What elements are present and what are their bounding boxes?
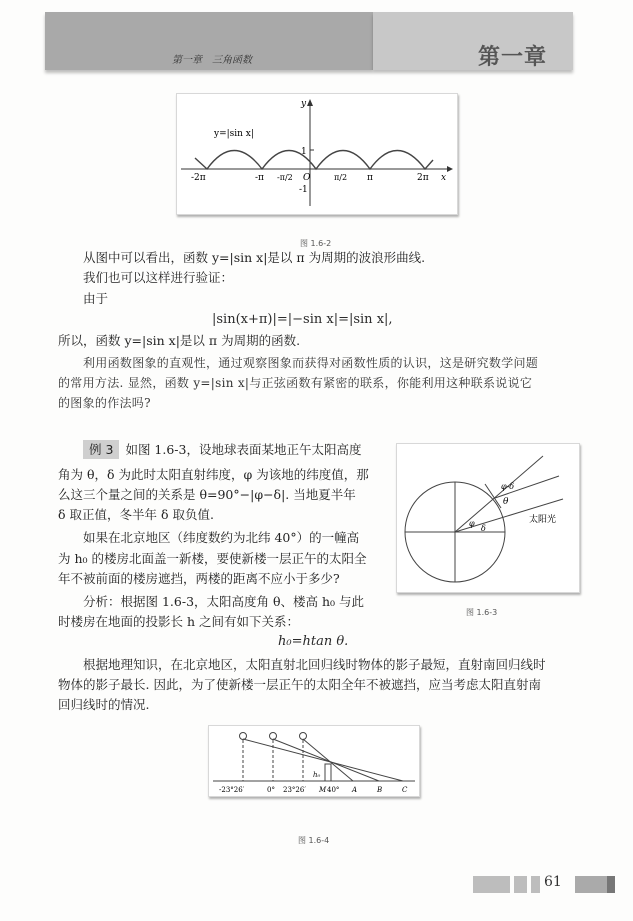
footer-block-2 <box>514 876 527 893</box>
x-tick-pi: π <box>367 173 373 183</box>
label-theta: θ <box>503 497 509 507</box>
label-m: M <box>319 786 327 794</box>
footer-block-1 <box>473 876 510 893</box>
sin-abs-graph <box>177 94 457 214</box>
paragraph-2: 我们也可以这样进行验证： <box>83 270 234 285</box>
x-axis-label: x <box>441 173 447 183</box>
figure-caption-1-6-4: 图 1.6-4 <box>298 836 330 845</box>
paragraph-1: 从图中可以看出，函数 y=|sin x|是以 π 为周期的波浪形曲线. <box>83 250 426 265</box>
paragraph-5-line-1: 利用函数图象的直观性，通过观察图象而获得对函数性质的认识，这是研究数学问题 <box>83 356 539 370</box>
label-0deg: 0° <box>267 786 275 794</box>
label-phi-minus-delta: φ-δ <box>501 482 515 491</box>
x-tick-negpi2: -π/2 <box>277 173 293 182</box>
shadow-diagram <box>209 726 419 796</box>
chapter-mark-text: 第一章 <box>478 45 548 70</box>
analysis-line-2: 时楼房在地面的投影长 h 之间有如下关系： <box>58 614 299 629</box>
paragraph-4: 所以，函数 y=|sin x|是以 π 为周期的函数. <box>58 333 301 348</box>
example-line-1 <box>83 440 361 459</box>
label-delta: δ <box>481 524 486 533</box>
example-line-7: 年不被前面的楼房遮挡，两楼的距离不应小于多少? <box>58 571 340 586</box>
chapter-mark <box>478 40 547 71</box>
label-c: C <box>402 786 408 794</box>
figure-sin-abs <box>176 93 458 215</box>
paragraph-3: 由于 <box>83 291 109 306</box>
equation-1: |sin(x+π)|=|−sin x|=|sin x|, <box>212 312 393 327</box>
example-line-6: 为 h₀ 的楼房北面盖一新楼，要使新楼一层正午的太阳全 <box>58 551 367 566</box>
footer-block-5 <box>607 876 615 893</box>
footer-block-3 <box>531 876 540 893</box>
paragraph-6-line-1: 根据地理知识，在北京地区，太阳直射北回归线时物体的影子最短，直射南回归线时 <box>83 657 546 672</box>
label-phi: φ <box>469 519 475 528</box>
function-label: y=|sin x| <box>214 129 254 139</box>
paragraph-5-line-2: 的常用方法. 显然，函数 y=|sin x|与正弦函数有紧密的联系，你能利用这种联系说说它 <box>58 376 533 390</box>
example-line-1-text: 如图 1.6-3，设地球表面某地正午太阳高度 <box>125 442 362 457</box>
footer-block-4 <box>575 876 607 893</box>
x-tick-2pi: 2π <box>417 173 429 183</box>
label-23-26: 23°26′ <box>283 786 306 794</box>
analysis-line-1: 分析：根据图 1.6-3，太阳高度角 θ、楼高 h₀ 与此 <box>83 594 365 609</box>
paragraph-6-line-3: 回归线时的情况. <box>58 697 150 712</box>
x-tick-pi2: π/2 <box>334 173 348 182</box>
label-40deg: 40° <box>327 786 340 794</box>
earth-diagram <box>397 444 579 592</box>
figure-caption-1-6-2: 图 1.6-2 <box>300 239 332 248</box>
y-axis-label: y <box>301 99 307 109</box>
example-tag: 例 3 <box>83 440 119 459</box>
equation-2: h₀=htan θ. <box>278 634 349 649</box>
figure-building-shadow <box>208 725 420 797</box>
example-line-5: 如果在北京地区（纬度数约为北纬 40°）的一幢高 <box>83 530 360 545</box>
y-tick-1: 1 <box>301 147 307 157</box>
figure-caption-1-6-3: 图 1.6-3 <box>466 608 498 617</box>
label-a: A <box>352 786 358 794</box>
label-h0: h₀ <box>313 771 321 779</box>
example-line-2: 角为 θ，δ 为此时太阳直射纬度，φ 为该地的纬度值，那 <box>58 467 369 482</box>
label-sunlight: 太阳光 <box>529 515 557 525</box>
example-line-4: δ 取正值，冬半年 δ 取负值. <box>58 507 214 522</box>
figure-earth-sun-angle <box>396 443 580 593</box>
label-b: B <box>377 786 383 794</box>
x-tick-neg2pi: -2π <box>191 173 206 183</box>
label-minus-23-26: -23°26′ <box>219 786 245 794</box>
x-tick-negpi: -π <box>255 173 264 183</box>
page-number: 61 <box>544 874 562 890</box>
paragraph-5-line-3: 的图象的作法吗? <box>58 396 151 410</box>
paragraph-6-line-2: 物体的影子最长. 因此，为了使新楼一层正午的太阳全年不被遮挡，应当考虑太阳直射南 <box>58 677 541 692</box>
origin-label: O <box>303 173 311 183</box>
y-tick-neg1: -1 <box>299 185 308 195</box>
example-line-3: 么这三个量之间的关系是 θ=90°−|φ−δ|. 当地夏半年 <box>58 487 356 502</box>
running-title: 第一章 三角函数 <box>172 55 252 66</box>
